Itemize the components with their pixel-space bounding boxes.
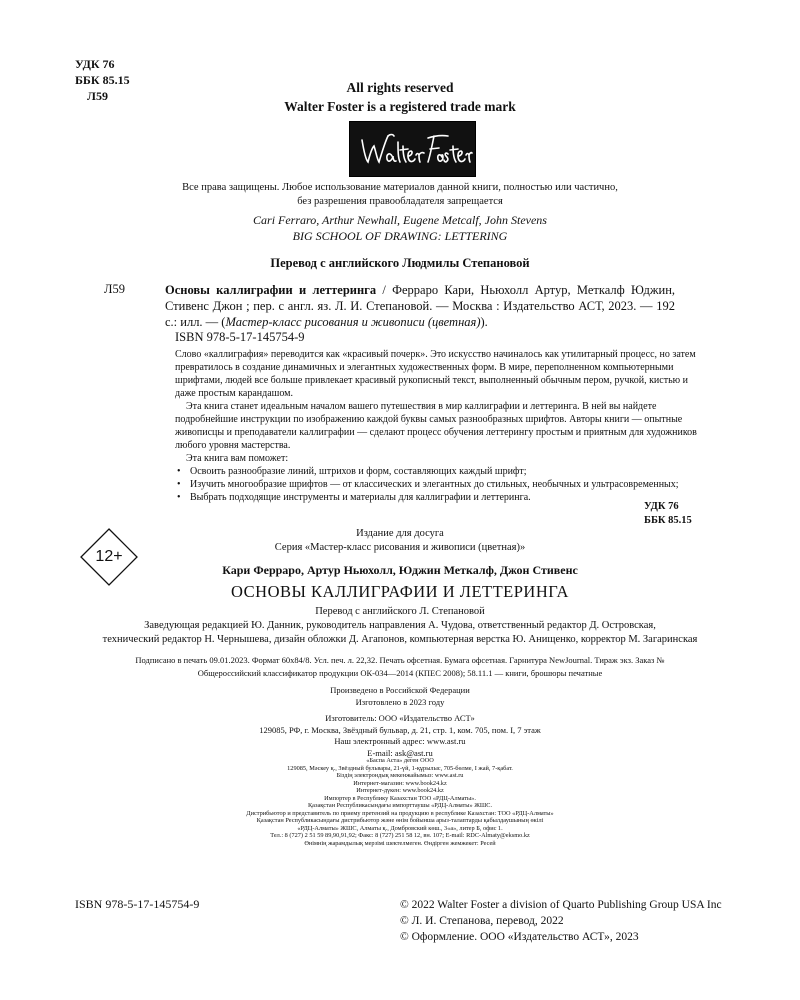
annotation-list-intro: Эта книга вам поможет: xyxy=(186,453,289,464)
made-year: Изготовлено в 2023 году xyxy=(355,696,445,707)
original-edition-credits xyxy=(0,212,800,244)
distributor-line: Өнімнің жарамдылық мерзімі шектелмеген. Өндірген жемжекет: Ресей xyxy=(304,839,496,847)
copyright-line: © Л. И. Степанова, перевод, 2022 xyxy=(400,915,564,927)
russian-rights-notice xyxy=(0,181,800,209)
annotation-paragraph-2: Эта книга станет идеальным началом вашего путешествия в мир каллиграфии и леттеринга. В ней вы найдете подробнейшие инструкции по изображению каждой буквы самых разнообразных шрифтов. Авторы книги — опытные живописцы и преподаватели каллиграфии — сделают процесс обучения леттерингу простым и приятным для художников любого уровня мастерства. xyxy=(175,401,697,451)
distributor-info xyxy=(0,757,800,847)
annotation xyxy=(175,348,705,504)
biblio-series: Мастер-класс рисования и живописи (цветная) xyxy=(225,315,481,329)
bibliographic-record xyxy=(165,282,675,330)
walter-foster-logo xyxy=(349,121,476,177)
distributor-line: Қазақстан Республикасындағы дистрибьютор және өнім бойынша арыз-талаптарды қабылдаушының өкілі xyxy=(256,817,544,824)
staff-technical: технический редактор Н. Чернышева, дизайн обложки Д. Агапонов, компьютерная верстка Ю. Анищенко, корректор М. Загаринская xyxy=(102,634,698,645)
biblio-author-mark: Л59 xyxy=(104,282,125,296)
original-title: BIG SCHOOL OF DRAWING: LETTERING xyxy=(292,229,508,243)
rights-line-2: Walter Foster is a registered trade mark xyxy=(284,99,516,114)
copyright-block xyxy=(400,897,722,945)
manufacturer: Изготовитель: ООО «Издательство АСТ» xyxy=(325,713,475,723)
staff-translator: Перевод с английского Л. Степановой xyxy=(315,606,485,617)
print-spec-line: Подписано в печать 09.01.2023. Формат 60х84/8. Усл. печ. л. 22,32. Печать офсетная. Бумага офсетная. Гарнитура NewJournal. Тираж экз. Заказ № xyxy=(135,655,665,665)
distributor-line: Біздің электрондық мекенжайымыз: www.ast.ru xyxy=(336,772,464,779)
original-authors: Cari Ferraro, Arthur Newhall, Eugene Metcalf, John Stevens xyxy=(253,213,547,227)
bbk-code: ББК 85.15 xyxy=(75,73,130,87)
annotation-paragraph-1: Слово «каллиграфия» переводится как «красивый почерк». Это искусство начиналось как утилитарный процесс, но затем превратилось в создание динамичных и элегантных художественных форм. В мире, переполненном компьютерными шрифтами, людей все больше привлекает красивый рукописный текст, выполненный обычным пером, ручкой, кистью и даже простым карандашом. xyxy=(175,349,696,399)
edition-info xyxy=(0,527,800,555)
staff-editors: Заведующая редакцией Ю. Данник, руководитель направления А. Чудова, ответственный редактор Д. Островская, xyxy=(144,620,656,631)
manufacturer-info xyxy=(0,685,800,759)
distributor-line: Интернет-магазин: www.book24.kz xyxy=(353,779,447,787)
copyright-line: © 2022 Walter Foster a division of Quarto Publishing Group USA Inc xyxy=(400,899,722,911)
udk-footer xyxy=(644,500,692,528)
distributor-line: «Баспа Аста» деген ООО xyxy=(366,757,434,764)
distributor-line: Импортер в Республику Казахстан ТОО «РДЦ-Алматы». xyxy=(324,794,476,802)
rights-line-1: All rights reserved xyxy=(346,80,454,95)
email: E-mail: ask@ast.ru xyxy=(367,747,433,758)
udk-code-bottom: УДК 76 xyxy=(644,501,679,512)
distributor-line: Дистрибьютор и представитель по приему претензий на продукцию в республике Казахстан: ТОО «РДЦ-Алматы» xyxy=(246,809,554,817)
print-specifications xyxy=(0,654,800,680)
distributor-line: Қазақстан Республикасындағы импорттаушы «РДЦ-Алматы» ЖШС. xyxy=(307,802,493,809)
age-rating-label: 12+ xyxy=(95,548,123,565)
annotation-bullet: • Изучить многообразие шрифтов — от классических и элегантных до стильных, необычных и ультрасовременных; xyxy=(175,478,705,491)
biblio-end: ). xyxy=(480,315,488,329)
udk-code: УДК 76 xyxy=(75,57,115,71)
website: Наш электронный адрес: www.ast.ru xyxy=(334,736,466,746)
distributor-line: «РДЦ-Алматы» ЖШС, Алматы қ., Домбровский көш., 3«а», литер Б, офис 1. xyxy=(297,824,503,832)
distributor-line: Интернет-дүкен: www.book24.kz xyxy=(356,787,444,794)
biblio-details: / Ферраро Кари, Ньюхолл Артур, Меткалф Юджин, Стивенс Джон ; пер. с англ. яз. Л. И. Степановой. — Москва : Издательство АСТ, 2023. — 192 с.: илл. — ( xyxy=(165,283,676,329)
annotation-bullet: • Выбрать подходящие инструменты и материалы для каллиграфии и леттеринга. xyxy=(175,491,705,504)
bbk-code-bottom: ББК 85.15 xyxy=(644,515,692,526)
edition-series: Серия «Мастер-класс рисования и живописи (цветная)» xyxy=(274,542,526,553)
rights-notice xyxy=(0,78,800,116)
distributor-line: 129085, Мәскеу қ., Звёздный бульвары, 21-үй, 1-құрылыс, 705-бөлме, I жай, 7-қабат. xyxy=(287,764,513,772)
translator-credit: Перевод с английского Людмилы Степановой xyxy=(270,256,530,270)
distributor-line: Тел.: 8 (727) 2 51 59 89,90,91,92; Факс: 8 (727) 251 58 12, вн. 107; E-mail: RDC-Almaty@eksmo.kz xyxy=(270,832,530,839)
author-mark: Л59 xyxy=(87,89,108,103)
logo-script-graphic xyxy=(350,122,475,176)
annotation-bullet-list xyxy=(175,465,705,504)
biblio-title: Основы каллиграфии и леттеринга xyxy=(165,283,377,297)
rus-rights-line-1: Все права защищены. Любое использование материалов данной книги, полностью или частично, xyxy=(182,182,618,193)
annotation-bullet: • Освоить разнообразие линий, штрихов и форм, составляющих каждый шрифт; xyxy=(175,465,705,478)
edition-type: Издание для досуга xyxy=(356,528,444,539)
made-in: Произведено в Российской Федерации xyxy=(330,685,470,695)
isbn-footer: ISBN 978-5-17-145754-9 xyxy=(75,897,200,911)
copyright-line: © Оформление. ООО «Издательство АСТ», 2023 xyxy=(400,931,639,943)
product-classifier: Общероссийский классификатор продукции ОК-034—2014 (КПЕС 2008); 58.11.1 — книги, брошюры печатные xyxy=(197,668,603,678)
editorial-staff xyxy=(0,605,800,647)
authors-russian: Кари Ферраро, Артур Ньюхолл, Юджин Меткалф, Джон Стивенс xyxy=(222,563,578,577)
isbn-record: ISBN 978-5-17-145754-9 xyxy=(175,330,305,344)
manufacturer-address: 129085, РФ, г. Москва, Звёздный бульвар, д. 21, стр. 1, ком. 705, пом. I, 7 этаж xyxy=(259,724,541,735)
book-title-russian: ОСНОВЫ КАЛЛИГРАФИИ И ЛЕТТЕРИНГА xyxy=(231,582,569,601)
rus-rights-line-2: без разрешения правообладателя запрещается xyxy=(297,196,503,207)
